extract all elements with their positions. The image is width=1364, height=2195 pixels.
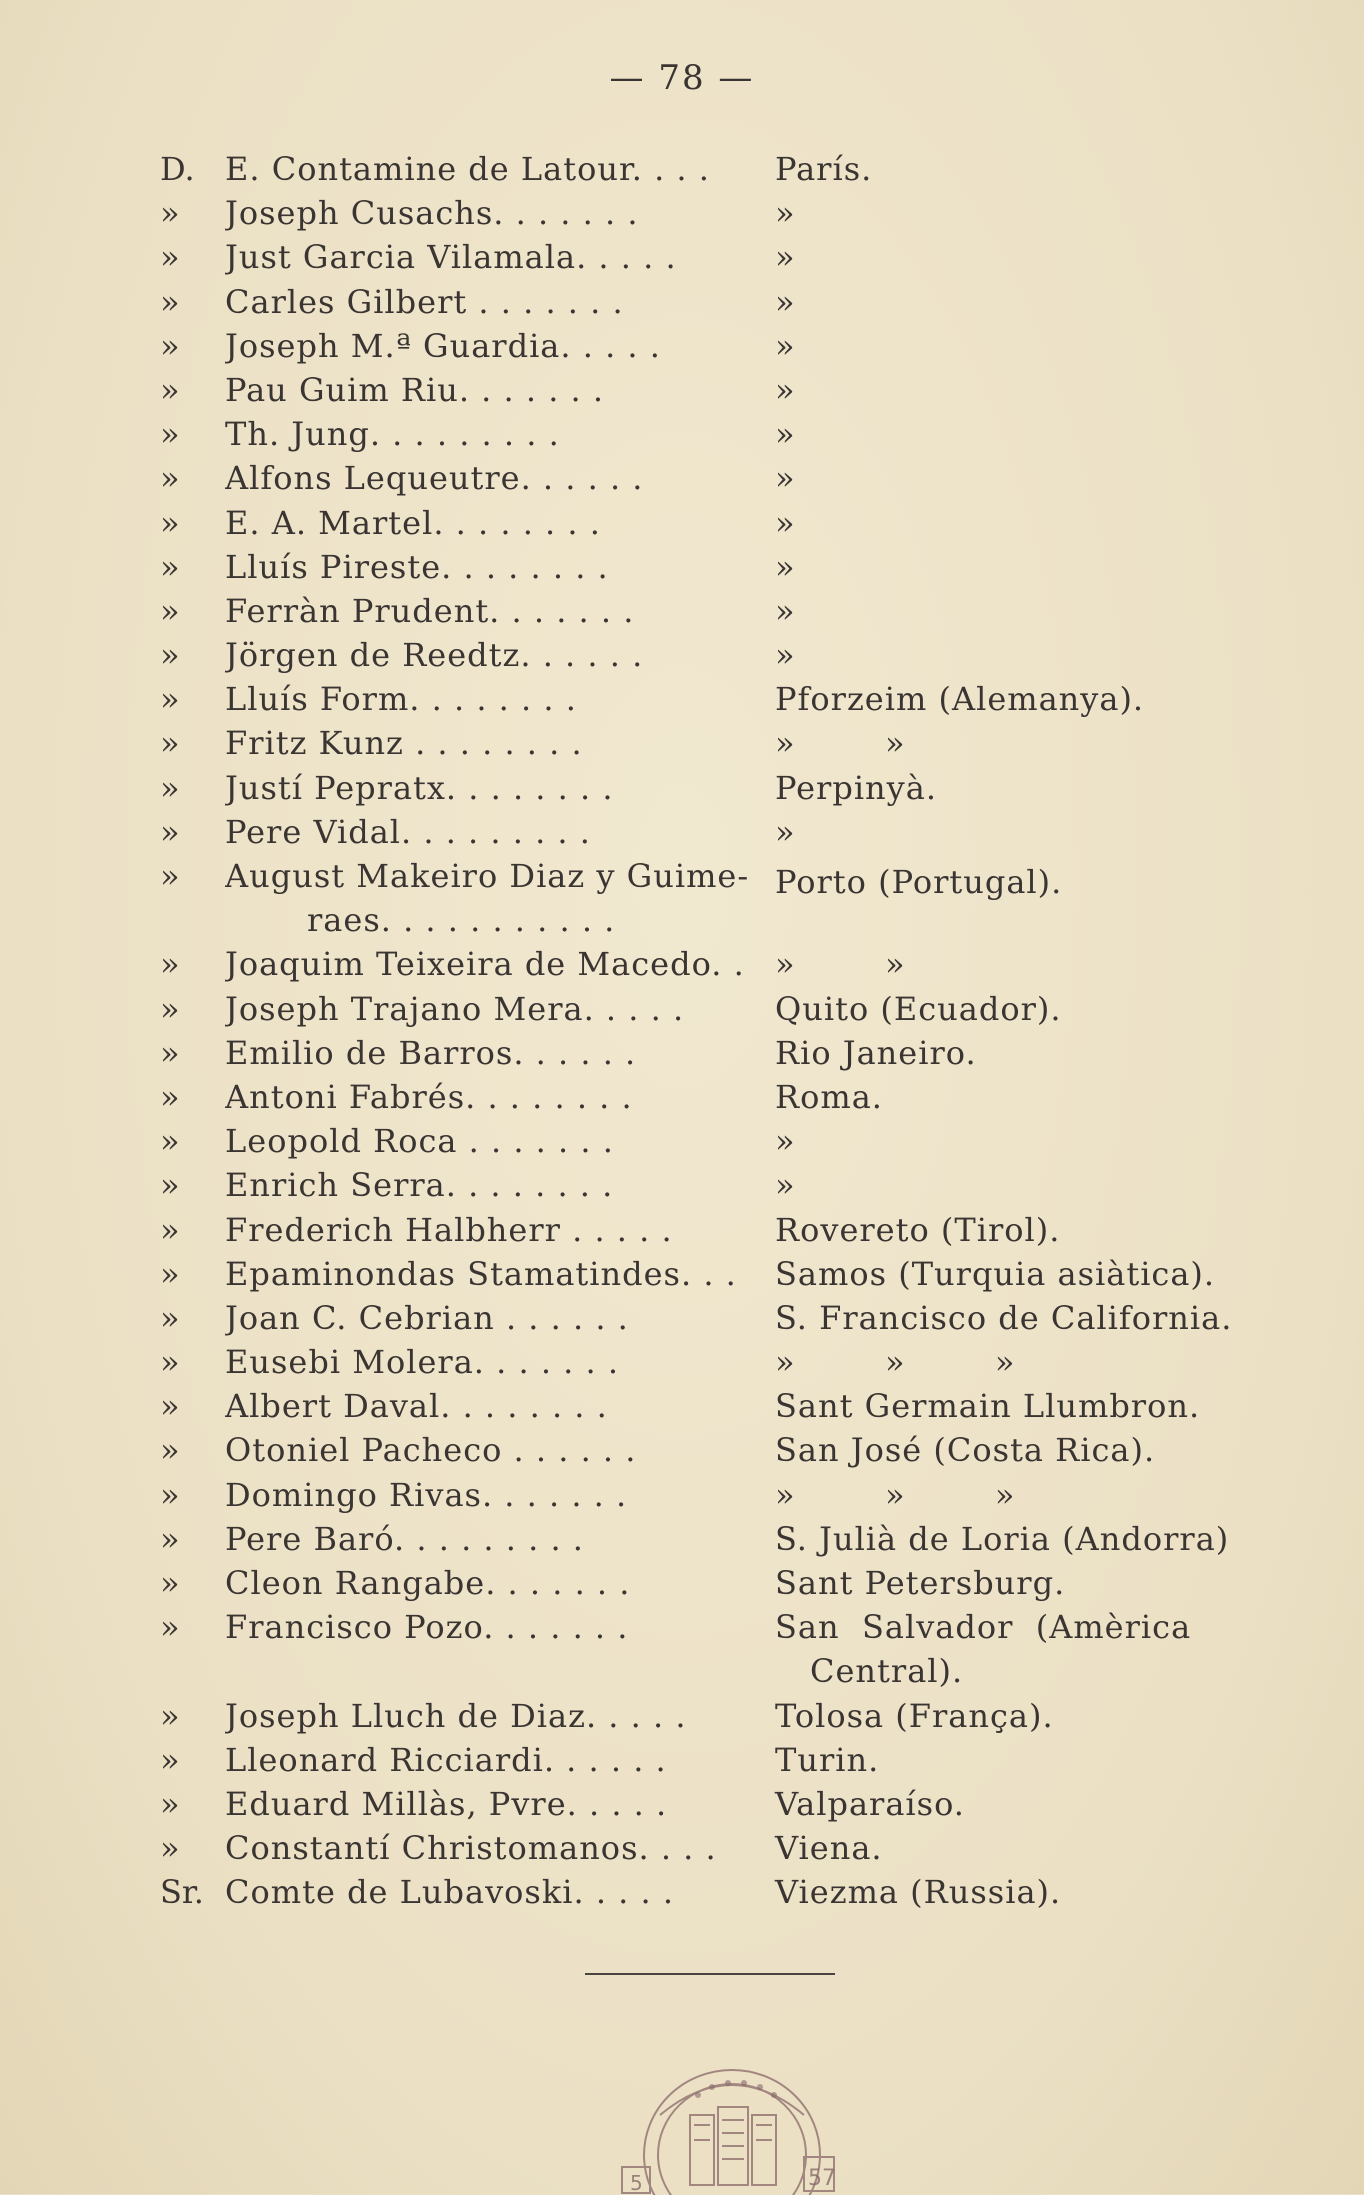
entry-prefix: » bbox=[160, 1564, 180, 1603]
list-item bbox=[160, 1741, 1260, 1785]
entry-place-cell bbox=[760, 1255, 1260, 1293]
entry-prefix: » bbox=[160, 503, 180, 542]
entry-place: Perpinyà. bbox=[775, 768, 937, 807]
list-item bbox=[160, 459, 1260, 503]
entry-name-cell bbox=[225, 1520, 760, 1558]
entry-name-cell bbox=[225, 283, 760, 321]
entry-prefix: » bbox=[160, 680, 180, 719]
entry-place-cell bbox=[760, 990, 1260, 1028]
list-item bbox=[160, 636, 1260, 680]
entry-prefix: » bbox=[160, 945, 180, 984]
entry-place-cell bbox=[760, 1122, 1260, 1160]
entry-place: » bbox=[775, 547, 796, 586]
entry-place: » bbox=[775, 1166, 796, 1205]
entry-place-cell bbox=[760, 194, 1260, 232]
entry-place-cell bbox=[760, 283, 1260, 321]
entry-prefix: » bbox=[160, 636, 180, 675]
entry-name: Justí Pepratx. . . . . . . . bbox=[225, 768, 614, 807]
entry-place-continuation: Porto (Portugal). bbox=[775, 863, 1063, 901]
entry-place-cell bbox=[760, 150, 1260, 188]
entry-prefix: » bbox=[160, 1696, 180, 1735]
entry-place: » » » bbox=[775, 1475, 1016, 1514]
entry-place: » bbox=[775, 415, 796, 454]
entry-place-cell bbox=[760, 1829, 1260, 1867]
entry-place-cell bbox=[760, 680, 1260, 718]
entry-name: Joseph Trajano Mera. . . . . bbox=[225, 989, 685, 1028]
entry-place: » bbox=[775, 282, 796, 321]
entry-place-cell bbox=[760, 1873, 1260, 1911]
entry-place-cell bbox=[760, 1520, 1260, 1558]
entry-place: » bbox=[775, 326, 796, 365]
entry-place: Valparaíso. bbox=[775, 1784, 965, 1823]
entry-prefix: » bbox=[160, 1166, 180, 1205]
entry-prefix: » bbox=[160, 591, 180, 630]
list-item bbox=[160, 1520, 1260, 1564]
entry-place: » bbox=[775, 1122, 796, 1161]
entry-place-cell bbox=[760, 1431, 1260, 1469]
entry-name: Alfons Lequeutre. . . . . . bbox=[225, 459, 644, 498]
entry-place: San José (Costa Rica). bbox=[775, 1431, 1156, 1470]
entry-prefix: » bbox=[160, 1033, 180, 1072]
entry-name-cell bbox=[225, 548, 760, 586]
entry-place-cell bbox=[760, 1034, 1260, 1072]
entry-place-cell bbox=[760, 548, 1260, 586]
list-item bbox=[160, 724, 1260, 768]
closing-rule bbox=[585, 1973, 835, 1975]
list-item bbox=[160, 1343, 1260, 1387]
entry-name-cell bbox=[225, 1343, 760, 1381]
entry-name: E. A. Martel. . . . . . . . bbox=[225, 503, 601, 542]
entry-prefix: » bbox=[160, 194, 180, 233]
entry-prefix: » bbox=[160, 1608, 180, 1647]
entry-place-cell bbox=[760, 1564, 1260, 1602]
entry-name: Joseph Lluch de Diaz. . . . . bbox=[225, 1696, 687, 1735]
entry-place: S. Julià de Loria (Andorra) bbox=[775, 1519, 1230, 1558]
entry-name-cell bbox=[225, 1255, 760, 1293]
entry-name: Enrich Serra. . . . . . . . bbox=[225, 1166, 614, 1205]
entry-place: » bbox=[775, 370, 796, 409]
entry-name: Pere Vidal. . . . . . . . . bbox=[225, 812, 591, 851]
entry-prefix: D. bbox=[160, 150, 195, 188]
entry-name-cell bbox=[225, 1166, 760, 1204]
list-item bbox=[160, 945, 1260, 989]
list-item bbox=[160, 1785, 1260, 1829]
entry-place: » bbox=[775, 812, 796, 851]
entry-prefix: » bbox=[160, 724, 180, 763]
entry-name-cell bbox=[225, 1873, 760, 1911]
entry-place-cell bbox=[760, 238, 1260, 276]
list-item bbox=[160, 548, 1260, 592]
entry-name-cell bbox=[225, 1034, 760, 1072]
entry-name: Constantí Christomanos. . . . bbox=[225, 1829, 717, 1868]
entry-place-cell bbox=[760, 1387, 1260, 1425]
entry-name-cell bbox=[225, 1564, 760, 1602]
entry-name: Carles Gilbert . . . . . . . bbox=[225, 282, 624, 321]
entry-name-cell bbox=[225, 1741, 760, 1779]
entry-place: Pforzeim (Alemanya). bbox=[775, 680, 1145, 719]
entry-name-cell bbox=[225, 1608, 760, 1646]
entry-place-cell bbox=[760, 1741, 1260, 1779]
list-item bbox=[160, 1211, 1260, 1255]
entry-place-cell bbox=[760, 1343, 1260, 1381]
entry-prefix: » bbox=[160, 1122, 180, 1161]
entry-name: Joan C. Cebrian . . . . . . bbox=[225, 1298, 629, 1337]
entry-name: Jörgen de Reedtz. . . . . . bbox=[225, 636, 644, 675]
entry-name: Joseph M.ª Guardia. . . . . bbox=[225, 326, 661, 365]
entry-name-cell bbox=[225, 1785, 760, 1823]
entry-name-cell bbox=[225, 459, 760, 497]
entry-place: Roma. bbox=[775, 1077, 883, 1116]
entry-name-cell bbox=[225, 238, 760, 276]
entry-place: » » » bbox=[775, 1343, 1016, 1382]
entry-name-cell bbox=[225, 415, 760, 453]
entry-place: S. Francisco de California. bbox=[775, 1298, 1233, 1337]
entry-prefix: » bbox=[160, 282, 180, 321]
entry-place-cell bbox=[760, 459, 1260, 497]
list-item bbox=[160, 1873, 1260, 1917]
list-item bbox=[160, 857, 1260, 945]
entry-prefix: » bbox=[160, 459, 180, 498]
entry-prefix: » bbox=[160, 857, 180, 895]
entry-place: Sant Germain Llumbron. bbox=[775, 1387, 1201, 1426]
entry-name-cell bbox=[225, 1122, 760, 1160]
list-item bbox=[160, 371, 1260, 415]
entry-place: Samos (Turquia asiàtica). bbox=[775, 1254, 1216, 1293]
entry-prefix: Sr. bbox=[160, 1873, 204, 1912]
entry-name: Pere Baró. . . . . . . . . bbox=[225, 1519, 584, 1558]
list-item bbox=[160, 769, 1260, 813]
entry-prefix: » bbox=[160, 547, 180, 586]
list-item bbox=[160, 283, 1260, 327]
entry-place: Rovereto (Tirol). bbox=[775, 1210, 1061, 1249]
list-item bbox=[160, 1431, 1260, 1475]
entry-prefix: » bbox=[160, 1475, 180, 1514]
entry-place: Rio Janeiro. bbox=[775, 1033, 977, 1072]
library-stamp-seal-icon bbox=[612, 2045, 842, 2195]
entry-name: Comte de Lubavoski. . . . . bbox=[225, 1873, 675, 1912]
entry-name: Joaquim Teixeira de Macedo. . bbox=[225, 945, 745, 984]
entry-place-cell bbox=[760, 769, 1260, 807]
list-item bbox=[160, 1476, 1260, 1520]
entry-name-cell bbox=[225, 1211, 760, 1249]
entry-place: » bbox=[775, 194, 796, 233]
entry-name: Albert Daval. . . . . . . . bbox=[225, 1387, 608, 1426]
entry-place-cell bbox=[760, 1078, 1260, 1116]
entry-name-cell bbox=[225, 1829, 760, 1867]
entry-place: París. bbox=[775, 150, 873, 188]
list-item bbox=[160, 1078, 1260, 1122]
entry-name-cell bbox=[225, 680, 760, 718]
list-item bbox=[160, 1387, 1260, 1431]
entry-place: Sant Petersburg. bbox=[775, 1564, 1066, 1603]
entry-place: San Salvador (Amèrica bbox=[775, 1608, 1192, 1647]
entry-prefix: » bbox=[160, 1298, 180, 1337]
entry-prefix: » bbox=[160, 326, 180, 365]
entry-prefix: » bbox=[160, 1784, 180, 1823]
entry-place-cell bbox=[760, 813, 1260, 851]
entry-name-cell bbox=[225, 592, 760, 630]
entry-name: E. Contamine de Latour. . . . bbox=[225, 150, 710, 188]
list-item bbox=[160, 592, 1260, 636]
entry-name: Cleon Rangabe. . . . . . . bbox=[225, 1564, 631, 1603]
list-item bbox=[160, 1034, 1260, 1078]
list-item bbox=[160, 150, 1260, 194]
entry-name-cell bbox=[225, 1431, 760, 1469]
entry-name-cell bbox=[225, 504, 760, 542]
entry-name-cell bbox=[225, 194, 760, 232]
entry-name-continuation: raes. . . . . . . . . . . bbox=[307, 901, 616, 939]
entry-prefix: » bbox=[160, 1077, 180, 1116]
entry-name: Th. Jung. . . . . . . . . bbox=[225, 415, 560, 454]
list-item bbox=[160, 1564, 1260, 1608]
entry-place: Viena. bbox=[775, 1829, 883, 1868]
entry-place-continuation: Central). bbox=[810, 1652, 964, 1691]
entry-name: Epaminondas Stamatindes. . . bbox=[225, 1254, 737, 1293]
entry-place-cell bbox=[760, 371, 1260, 409]
entry-name-cell bbox=[225, 945, 760, 983]
entry-name-cell bbox=[225, 371, 760, 409]
stamp-number-right: 57 bbox=[808, 2166, 836, 2191]
entry-name: Eusebi Molera. . . . . . . bbox=[225, 1343, 620, 1382]
entry-place: » » bbox=[775, 724, 906, 763]
library-stamp bbox=[612, 2045, 842, 2195]
entry-name-cell bbox=[225, 1078, 760, 1116]
entry-name: Antoni Fabrés. . . . . . . . bbox=[225, 1077, 633, 1116]
entry-place: Turin. bbox=[775, 1740, 880, 1779]
member-list bbox=[160, 150, 1260, 1918]
entry-name-cell bbox=[225, 1476, 760, 1514]
entry-place-cell bbox=[760, 592, 1260, 630]
entry-place: » bbox=[775, 636, 796, 675]
entry-name: Frederich Halbherr . . . . . bbox=[225, 1210, 673, 1249]
list-item bbox=[160, 1829, 1260, 1873]
stamp-number-left: 5 bbox=[630, 2171, 643, 2195]
entry-name-cell bbox=[225, 1299, 760, 1337]
list-item bbox=[160, 415, 1260, 459]
entry-place-cell bbox=[760, 327, 1260, 365]
entry-place-cell bbox=[760, 724, 1260, 762]
list-item bbox=[160, 1166, 1260, 1210]
entry-name: Eduard Millàs, Pvre. . . . . bbox=[225, 1784, 668, 1823]
entry-place-cell bbox=[760, 857, 1260, 901]
list-item bbox=[160, 1299, 1260, 1343]
entry-name: Emilio de Barros. . . . . . bbox=[225, 1033, 637, 1072]
entry-name-cell bbox=[225, 813, 760, 851]
entry-name: Ferràn Prudent. . . . . . . bbox=[225, 591, 635, 630]
entry-prefix: » bbox=[160, 1387, 180, 1426]
list-item bbox=[160, 1255, 1260, 1299]
entry-place-cell bbox=[760, 1608, 1260, 1690]
entry-prefix: » bbox=[160, 1210, 180, 1249]
list-item bbox=[160, 1122, 1260, 1166]
entry-place: » bbox=[775, 459, 796, 498]
entry-prefix: » bbox=[160, 768, 180, 807]
entry-prefix: » bbox=[160, 989, 180, 1028]
list-item bbox=[160, 680, 1260, 724]
entry-place-cell bbox=[760, 504, 1260, 542]
entry-prefix: » bbox=[160, 812, 180, 851]
entry-name: Just Garcia Vilamala. . . . . bbox=[225, 238, 677, 277]
entry-name: Francisco Pozo. . . . . . . bbox=[225, 1608, 629, 1647]
list-item bbox=[160, 194, 1260, 238]
entry-place-cell bbox=[760, 415, 1260, 453]
entry-prefix: » bbox=[160, 415, 180, 454]
list-item bbox=[160, 990, 1260, 1034]
entry-name-cell bbox=[225, 327, 760, 365]
entry-name-cell bbox=[225, 636, 760, 674]
entry-name: Lluís Form. . . . . . . . bbox=[225, 680, 577, 719]
entry-name: Otoniel Pacheco . . . . . . bbox=[225, 1431, 637, 1470]
entry-place: » bbox=[775, 238, 796, 277]
entry-place-cell bbox=[760, 1697, 1260, 1735]
entry-place: Quito (Ecuador). bbox=[775, 989, 1062, 1028]
entry-place: » » bbox=[775, 945, 906, 984]
entry-name: Lleonard Ricciardi. . . . . . bbox=[225, 1740, 667, 1779]
entry-prefix: » bbox=[160, 1254, 180, 1293]
entry-place: Tolosa (França). bbox=[775, 1696, 1054, 1735]
entry-name: Pau Guim Riu. . . . . . . bbox=[225, 370, 605, 409]
entry-place: Viezma (Russia). bbox=[775, 1873, 1062, 1912]
entry-name: Leopold Roca . . . . . . . bbox=[225, 1122, 614, 1161]
entry-name: August Makeiro Diaz y Guime- bbox=[225, 857, 750, 895]
entry-name-cell bbox=[225, 1697, 760, 1735]
entry-prefix: » bbox=[160, 238, 180, 277]
entry-prefix: » bbox=[160, 1343, 180, 1382]
entry-place-cell bbox=[760, 945, 1260, 983]
entry-place-cell bbox=[760, 1299, 1260, 1337]
entry-prefix: » bbox=[160, 1740, 180, 1779]
entry-name: Joseph Cusachs. . . . . . . bbox=[225, 194, 639, 233]
entry-name: Domingo Rivas. . . . . . . bbox=[225, 1475, 628, 1514]
entry-name-cell bbox=[225, 857, 760, 939]
entry-name-cell bbox=[225, 990, 760, 1028]
entry-name-cell bbox=[225, 724, 760, 762]
list-item bbox=[160, 1697, 1260, 1741]
entry-name: Fritz Kunz . . . . . . . . bbox=[225, 724, 583, 763]
entry-name-cell bbox=[225, 150, 760, 188]
page-number: — 78 — bbox=[609, 58, 755, 98]
entry-place-cell bbox=[760, 1166, 1260, 1204]
list-item bbox=[160, 1608, 1260, 1696]
entry-place-cell bbox=[760, 636, 1260, 674]
list-item bbox=[160, 813, 1260, 857]
entry-prefix: » bbox=[160, 1829, 180, 1868]
entry-name: Lluís Pireste. . . . . . . . bbox=[225, 547, 609, 586]
entry-prefix: » bbox=[160, 1431, 180, 1470]
entry-place-cell bbox=[760, 1785, 1260, 1823]
entry-name-cell bbox=[225, 1387, 760, 1425]
entry-place: » bbox=[775, 503, 796, 542]
entry-prefix: » bbox=[160, 370, 180, 409]
entry-place-cell bbox=[760, 1476, 1260, 1514]
list-item bbox=[160, 238, 1260, 282]
entry-prefix: » bbox=[160, 1519, 180, 1558]
entry-place-cell bbox=[760, 1211, 1260, 1249]
entry-place: » bbox=[775, 591, 796, 630]
list-item bbox=[160, 504, 1260, 548]
entry-name-cell bbox=[225, 769, 760, 807]
list-item bbox=[160, 327, 1260, 371]
